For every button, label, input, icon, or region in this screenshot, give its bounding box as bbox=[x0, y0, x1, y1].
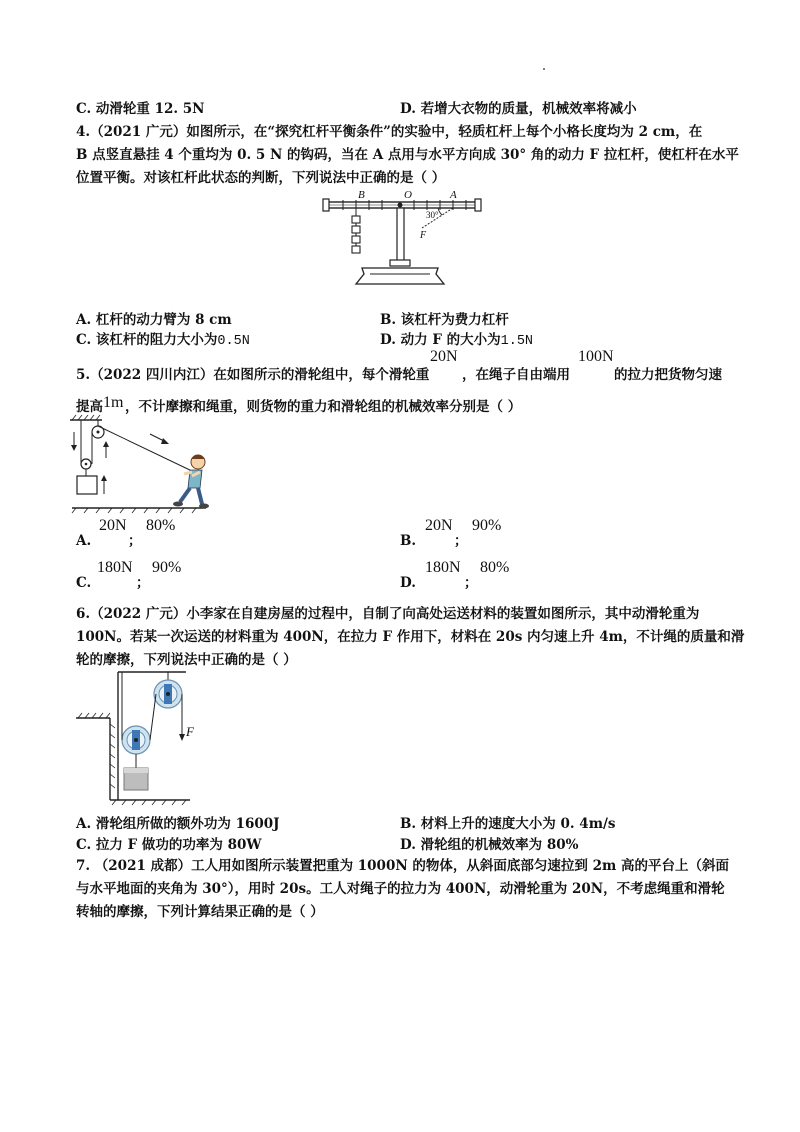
label-F: F bbox=[186, 724, 194, 739]
q5-option-a-v2: 80% bbox=[146, 517, 176, 534]
q7-stem-line3: 转轴的摩擦，下列计算结果正确的是（ ） bbox=[76, 904, 324, 920]
q5-option-a-label: A. bbox=[76, 533, 92, 549]
q7-stem-line1: 7. （2021 成都）工人用如图所示装置把重为 1000N 的物体，从斜面底部匀速拉到 2m 高的平台上（斜面 bbox=[76, 858, 729, 874]
q4-stem-line2: B 点竖直悬挂 4 个重均为 0. 5 N 的钩码，当在 A 点用与水平方向成 30° 角的动力 F 拉杠杆，使杠杆在水平 bbox=[76, 147, 739, 163]
q4-option-b: B. 该杠杆为费力杠杆 bbox=[380, 312, 509, 328]
q5-option-d-v2: 80% bbox=[480, 559, 510, 576]
q5-val-20N: 20N bbox=[430, 348, 458, 365]
label-angle: 30° bbox=[426, 210, 439, 220]
q4-lever-figure bbox=[318, 188, 478, 288]
q5-stem-line2a: 提高 bbox=[76, 399, 103, 415]
label-F: F bbox=[420, 230, 427, 241]
q5-stem-line1b: ，在绳子自由端用 bbox=[462, 367, 570, 383]
q6-stem-line1: 6.（2022 广元）小李家在自建房屋的过程中，自制了向高处运送材料的装置如图所示，其中动滑轮重为 bbox=[76, 606, 700, 622]
q6-option-a: A. 滑轮组所做的额外功为 1600J bbox=[76, 816, 280, 832]
q5-option-b-label: B. bbox=[400, 533, 417, 549]
q5-val-1m: 1m bbox=[103, 394, 124, 411]
q5-stem-line1a: 5.（2022 四川内江）在如图所示的滑轮组中，每个滑轮重 bbox=[76, 367, 430, 383]
q5-option-d-sep: ； bbox=[464, 575, 478, 591]
q6-pulley-figure bbox=[74, 668, 214, 808]
q4-option-c bbox=[76, 331, 250, 351]
q4-option-d-text: D. 动力 F 的大小为 bbox=[380, 332, 501, 348]
q4-option-c-value: 0.5N bbox=[217, 334, 250, 349]
q6-option-c: C. 拉力 F 做功的功率为 80W bbox=[76, 837, 262, 853]
q6-stem-line3: 轮的摩擦，下列说法中正确的是（ ） bbox=[76, 652, 297, 668]
q5-option-c-sep: ； bbox=[136, 575, 150, 591]
q6-option-d: D. 滑轮组的机械效率为 80% bbox=[400, 837, 579, 853]
q5-option-b-v1: 20N bbox=[425, 517, 453, 534]
q7-stem-line2: 与水平地面的夹角为 30°），用时 20s。工人对绳子的拉力为 400N，动滑轮重为 20N，不考虑绳重和滑轮 bbox=[76, 881, 725, 897]
label-O: O bbox=[404, 189, 412, 201]
q5-option-a-v1: 20N bbox=[99, 517, 127, 534]
q5-option-d-v1: 180N bbox=[425, 559, 461, 576]
label-B: B bbox=[358, 189, 365, 201]
q5-pulley-figure bbox=[68, 414, 208, 514]
q4-stem-line1: 4.（2021 广元）如图所示，在“探究杠杆平衡条件”的实验中，轻质杠杆上每个小格长度均为 2 cm，在 bbox=[76, 124, 703, 140]
q4-option-a: A. 杠杆的动力臂为 8 cm bbox=[76, 312, 232, 328]
q5-stem-line1c: 的拉力把货物匀速 bbox=[614, 367, 722, 383]
page-mark bbox=[543, 68, 545, 70]
q5-option-c-label: C. bbox=[76, 575, 92, 591]
q4-stem-line3: 位置平衡。对该杠杆此状态的判断，下列说法中正确的是（ ） bbox=[76, 170, 446, 186]
q5-option-d-label: D. bbox=[400, 575, 416, 591]
q5-option-c-v1: 180N bbox=[97, 559, 133, 576]
boy-icon bbox=[173, 455, 209, 509]
q4-option-d-value: 1.5N bbox=[500, 334, 534, 349]
label-A: A bbox=[450, 189, 457, 201]
q3-option-d: D. 若增大衣物的质量，机械效率将减小 bbox=[400, 101, 637, 117]
q5-option-a-sep: ； bbox=[128, 533, 142, 549]
q3-option-c: C. 动滑轮重 12. 5N bbox=[76, 101, 205, 117]
q6-option-b: B. 材料上升的速度大小为 0. 4m/s bbox=[400, 816, 616, 832]
q5-stem-line2b: ，不计摩擦和绳重，则货物的重力和滑轮组的机械效率分别是（ ） bbox=[125, 399, 522, 415]
q5-val-100N: 100N bbox=[578, 348, 614, 365]
q5-option-c-v2: 90% bbox=[152, 559, 182, 576]
q5-option-b-v2: 90% bbox=[472, 517, 502, 534]
q6-stem-line2: 100N。若某一次运送的材料重为 400N，在拉力 F 作用下，材料在 20s 内匀速上升 4m，不计绳的质量和滑 bbox=[76, 629, 745, 645]
q4-option-c-text: C. 该杠杆的阻力大小为 bbox=[76, 332, 218, 348]
q5-option-b-sep: ； bbox=[454, 533, 468, 549]
